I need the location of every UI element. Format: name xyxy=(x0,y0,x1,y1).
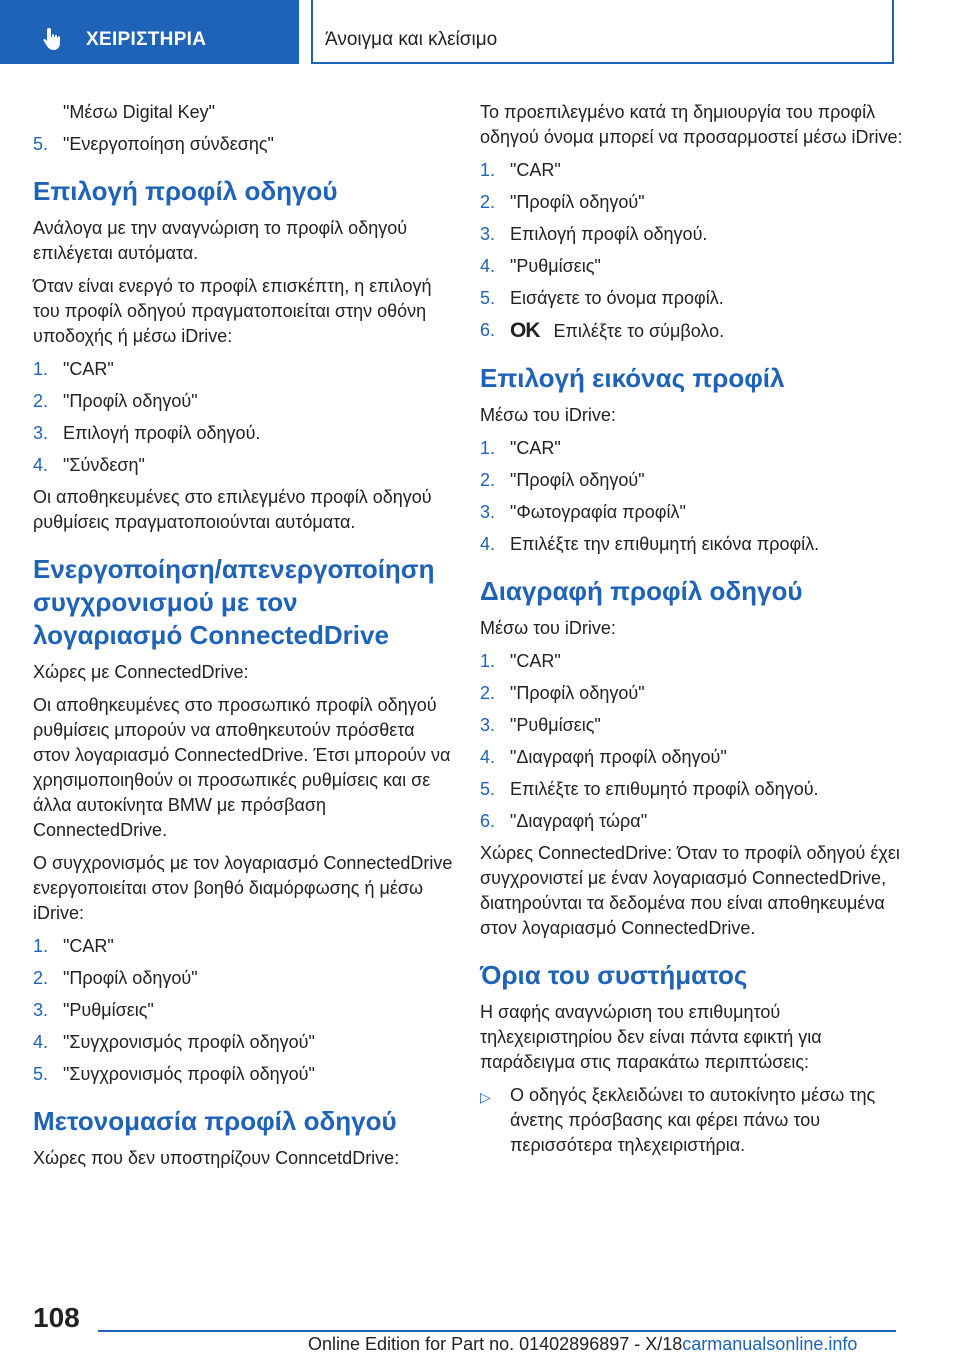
list-number: 3. xyxy=(480,224,496,244)
list-item xyxy=(480,254,905,279)
footer-edition: Online Edition for Part no. 01402896897 - X/18carmanualsonline.info xyxy=(308,1334,858,1354)
list-number: 5. xyxy=(480,288,496,308)
list-text: "CAR" xyxy=(510,651,561,671)
page-number: 108 xyxy=(33,1302,80,1333)
section-heading: Διαγραφή προφίλ οδηγού xyxy=(480,576,803,606)
list-text: "Συγχρονισμός προφίλ οδηγού" xyxy=(63,1032,315,1052)
section-title: Άνοιγμα και κλείσιμο xyxy=(325,29,498,50)
section-heading: Ενεργοποίηση/απενεργοποίηση συγχρονισμού με τον λογαριασμό ConnectedDrive xyxy=(33,554,435,650)
paragraph: Όταν είναι ενεργό το προφίλ επισκέπτη, η επιλογή του προφίλ οδηγού πραγματοποιείται στην οθόνη υποδοχής ή μέσω iDrive: xyxy=(33,276,432,346)
list-text: "Προφίλ οδηγού" xyxy=(63,391,198,411)
list-item xyxy=(480,532,905,557)
list-item xyxy=(480,745,905,770)
list-text: Επιλογή προφίλ οδηγού. xyxy=(63,423,261,443)
paragraph: Ανάλογα με την αναγνώριση το προφίλ οδηγού επιλέγεται αυτόματα. xyxy=(33,218,408,263)
list-text: "Προφίλ οδηγού" xyxy=(510,683,645,703)
paragraph: Ο συγχρονισμός με τον λογαριασμό ConnectedDrive ενεργοποιείται στον βοηθό διαμόρφωσης ή μέσω iDrive: xyxy=(33,853,453,923)
paragraph: Χώρες ConnectedDrive: Όταν το προφίλ οδηγού έχει συγχρονιστεί με έναν λογαριασμό ConnectedDrive, διατηρούνται τα δεδομένα που είναι αποθηκευμένα στον λογαριασμό ConnectedDrive. xyxy=(480,843,900,938)
footer-divider xyxy=(98,1330,896,1332)
steps-list xyxy=(480,158,905,311)
list-item xyxy=(480,286,905,311)
list-item: 6. OK Επιλέξτε το σύμβολο. xyxy=(480,319,725,342)
list-number: 2. xyxy=(33,391,49,411)
list-item xyxy=(480,190,905,215)
section-heading: Μετονομασία προφίλ οδηγού xyxy=(33,1106,397,1136)
list-number: 2. xyxy=(33,968,49,988)
list-item xyxy=(480,777,905,802)
list-text: Επιλέξτε το επιθυμητό προφίλ οδηγού. xyxy=(510,779,819,799)
list-text: "Ρυθμίσεις" xyxy=(63,1000,154,1020)
list-item xyxy=(33,453,453,478)
list-text: "Προφίλ οδηγού" xyxy=(510,470,645,490)
list-number: 5. xyxy=(33,1064,49,1084)
list-item: 5. "Ενεργοποίηση σύνδεσης" xyxy=(33,134,274,154)
list-number: 1. xyxy=(480,160,496,180)
list-item xyxy=(480,713,905,738)
steps-list xyxy=(480,436,905,557)
list-item xyxy=(33,1062,453,1087)
paragraph: Μέσω του iDrive: xyxy=(480,618,616,638)
list-number: 5. xyxy=(480,779,496,799)
list-text: Επιλογή προφίλ οδηγού. xyxy=(510,224,708,244)
bullet-item: ▷ Ο οδηγός ξεκλειδώνει το αυτοκίνητο μέσω της άνετης πρόσβασης και φέρει πάνω του περισσότερα τηλεχειριστήρια. xyxy=(480,1083,905,1158)
section-heading: Όρια του συστήματος xyxy=(480,960,748,990)
list-item xyxy=(33,934,453,959)
list-number: 1. xyxy=(480,651,496,671)
list-text: "Συγχρονισμός προφίλ οδηγού" xyxy=(63,1064,315,1084)
list-item xyxy=(33,421,453,446)
list-text: "Φωτογραφία προφίλ" xyxy=(510,502,686,522)
list-text: "Διαγραφή τώρα" xyxy=(510,811,648,831)
chapter-tab[interactable] xyxy=(0,0,299,64)
list-number: 3. xyxy=(480,715,496,735)
list-item xyxy=(33,966,453,991)
list-text: "Σύνδεση" xyxy=(63,455,145,475)
list-text: Επιλέξτε την επιθυμητή εικόνα προφίλ. xyxy=(510,534,820,554)
paragraph: Οι αποθηκευμένες στο προσωπικό προφίλ οδηγού ρυθμίσεις μπορούν να αποθηκευτούν πρόσθετα στον λογαριασμό ConnectedDrive. Έτσι μπορούν να χρησιμοποιηθούν οι προσωπικές ρυθμίσεις και σε άλλα αυτοκίνητα BMW με πρόσβαση ConnectedDrive. xyxy=(33,695,451,840)
list-item xyxy=(480,436,905,461)
list-item xyxy=(480,158,905,183)
list-number: 1. xyxy=(33,936,49,956)
left-column xyxy=(33,100,453,1179)
list-number: 4. xyxy=(480,534,496,554)
list-number: 2. xyxy=(480,470,496,490)
list-item: "Μέσω Digital Key" xyxy=(63,102,215,122)
list-number: 4. xyxy=(33,1032,49,1052)
list-item xyxy=(33,998,453,1023)
list-item xyxy=(33,389,453,414)
list-text: "Ρυθμίσεις" xyxy=(510,256,601,276)
right-column xyxy=(480,100,905,1165)
list-item xyxy=(33,1030,453,1055)
list-text: "CAR" xyxy=(510,160,561,180)
steps-list xyxy=(480,649,905,834)
list-number: 1. xyxy=(33,359,49,379)
hand-pointer-icon xyxy=(40,26,66,52)
paragraph: Η σαφής αναγνώριση του επιθυμητού τηλεχειριστηρίου δεν είναι πάντα εφικτή για παράδειγμα στις παρακάτω περιπτώσεις: xyxy=(480,1002,822,1072)
list-item xyxy=(480,649,905,674)
list-number: 1. xyxy=(480,438,496,458)
list-number: 4. xyxy=(480,747,496,767)
list-number: 2. xyxy=(480,683,496,703)
list-text: "CAR" xyxy=(63,936,114,956)
list-item xyxy=(480,222,905,247)
list-item xyxy=(480,468,905,493)
paragraph: Το προεπιλεγμένο κατά τη δημιουργία του προφίλ οδηγού όνομα μπορεί να προσαρμοστεί μέσω iDrive: xyxy=(480,102,903,147)
list-text: "Διαγραφή προφίλ οδηγού" xyxy=(510,747,727,767)
list-text: "CAR" xyxy=(63,359,114,379)
list-item xyxy=(480,809,905,834)
section-heading: Επιλογή προφίλ οδηγού xyxy=(33,176,338,206)
list-number: 3. xyxy=(480,502,496,522)
list-text: Εισάγετε το όνομα προφίλ. xyxy=(510,288,724,308)
steps-list xyxy=(33,357,453,478)
list-number: 3. xyxy=(33,423,49,443)
list-text: "CAR" xyxy=(510,438,561,458)
list-item xyxy=(480,500,905,525)
paragraph: Μέσω του iDrive: xyxy=(480,405,616,425)
chapter-title: ΧΕΙΡΙΣΤΗΡΙΑ xyxy=(86,29,207,50)
section-header xyxy=(311,0,894,64)
footer-brand: carmanualsonline.info xyxy=(682,1334,858,1354)
list-number: 2. xyxy=(480,192,496,212)
paragraph: Χώρες που δεν υποστηρίζουν ConncetdDrive: xyxy=(33,1148,400,1168)
list-number: 3. xyxy=(33,1000,49,1020)
section-heading: Επιλογή εικόνας προφίλ xyxy=(480,363,785,393)
list-number: 6. xyxy=(480,811,496,831)
paragraph: Οι αποθηκευμένες στο επιλεγμένο προφίλ οδηγού ρυθμίσεις πραγματοποιούνται αυτόματα. xyxy=(33,487,432,532)
list-text: "Προφίλ οδηγού" xyxy=(510,192,645,212)
list-number: 4. xyxy=(480,256,496,276)
paragraph: Χώρες με ConnectedDrive: xyxy=(33,662,249,682)
list-text: "Ρυθμίσεις" xyxy=(510,715,601,735)
list-text: "Προφίλ οδηγού" xyxy=(63,968,198,988)
steps-list xyxy=(33,934,453,1087)
list-item xyxy=(480,681,905,706)
list-number: 4. xyxy=(33,455,49,475)
triangle-bullet-icon: ▷ xyxy=(480,1089,491,1105)
list-item xyxy=(33,357,453,382)
ok-symbol-icon: OK xyxy=(510,319,540,342)
